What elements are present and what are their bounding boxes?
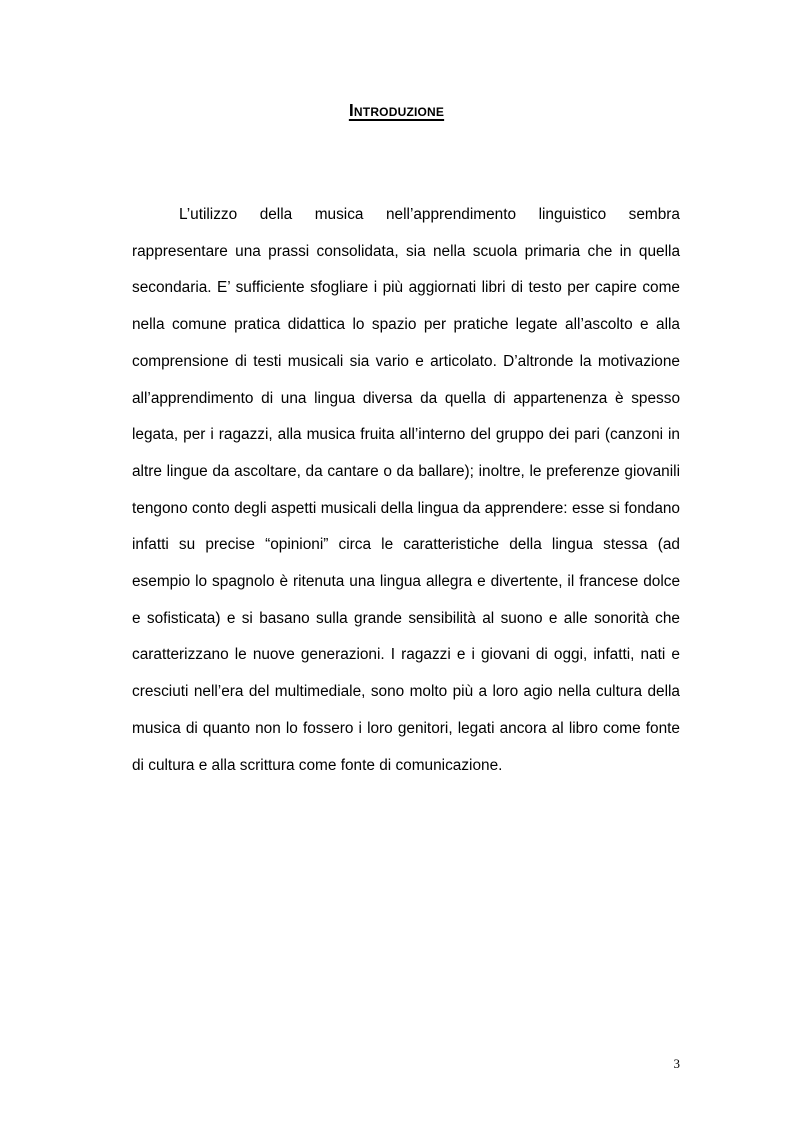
section-heading: Introduzione — [348, 100, 445, 120]
body-paragraph: L’utilizzo della musica nell’apprendimento linguistico sembra rappresentare una prassi consolidata, sia nella scuola primaria che in quella secondaria. E’ sufficiente sfogliare i più aggiornati libri di testo per capire come nella comune pratica didattica lo spazio per pratiche legate all’ascolto e alla comprensione di testi musicali sia vario e articolato. D’altronde la motivazione all’apprendimento di una lingua diversa da quella di appartenenza è spesso legata, per i ragazzi, alla musica fruita all’interno del gruppo dei pari (canzoni in altre lingue da ascoltare, da cantare o da ballare); inoltre, le preferenze giovanili tengono conto degli aspetti musicali della lingua da apprendere: esse si fondano infatti su precise “opinioni” circa le caratteristiche della lingua stessa (ad esempio lo spagnolo è ritenuta una lingua allegra e divertente, il francese dolce e sofisticata) e si basano sulla grande sensibilità al suono e alle sonorità che caratterizzano le nuove generazioni. I ragazzi e i giovani di oggi, infatti, nati e cresciuti nell’era del multimediale, sono molto più a loro agio nella cultura della musica di quanto non lo fossero i loro genitori, legati ancora al libro come fonte di cultura e alla scrittura come fonte di comunicazione. — [132, 206, 680, 774]
page-number: 3 — [673, 1056, 680, 1071]
